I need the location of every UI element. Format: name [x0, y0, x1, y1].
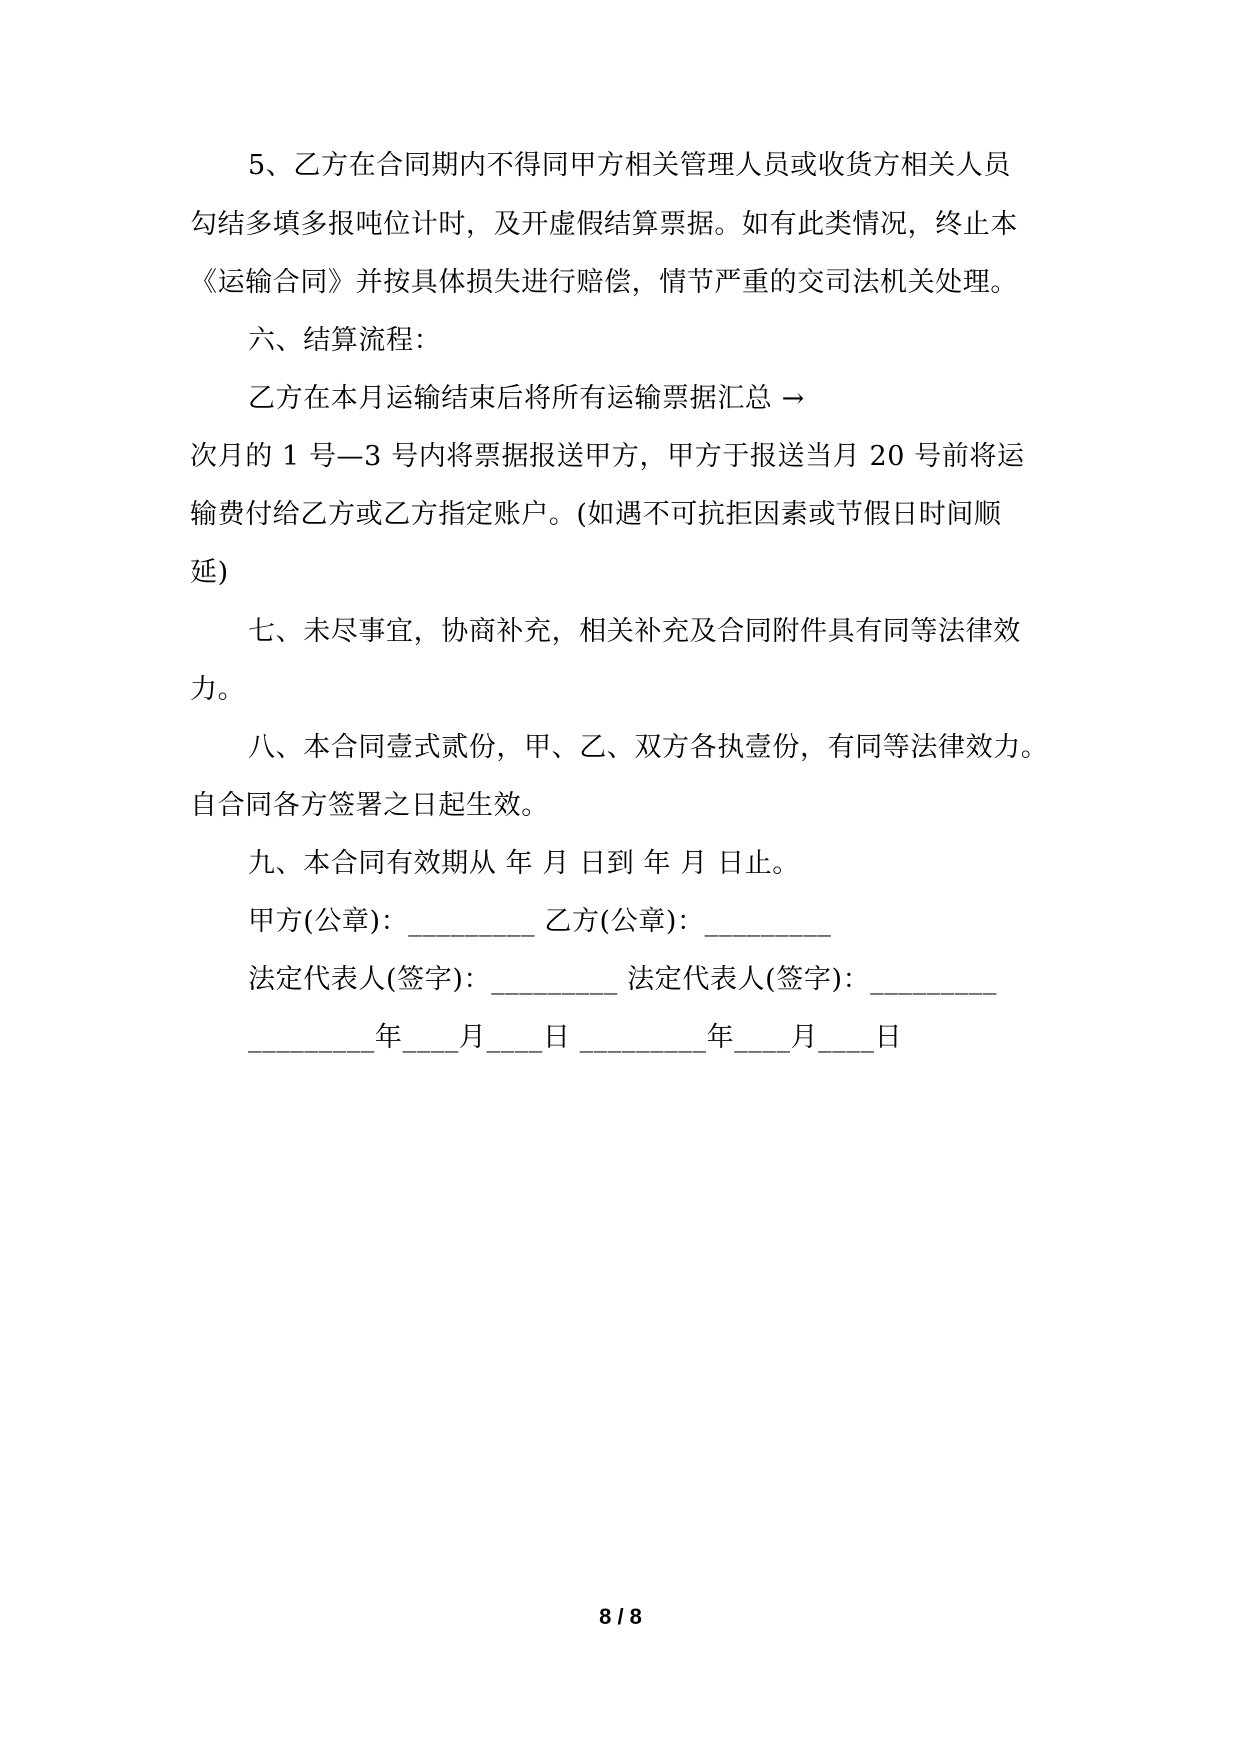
party-seal-line: 甲方(公章)：_________ 乙方(公章)：_________: [248, 906, 832, 937]
section-7-line-1: 七、未尽事宜，协商补充，相关补充及合同附件具有同等法律效: [248, 616, 1021, 647]
section-6-line-3: 输费付给乙方或乙方指定账户。(如遇不可抗拒因素或节假日时间顺: [190, 499, 1002, 530]
page-number: 8 / 8: [599, 1604, 642, 1629]
section-6-line-4: 延): [190, 557, 229, 588]
clause-5-line-3: 《运输合同》并按具体损失进行赔偿，情节严重的交司法机关处理。: [190, 267, 1018, 298]
legal-representative-signature-line: 法定代表人(签字)：_________ 法定代表人(签字)：_________: [248, 964, 998, 995]
section-6-line-1: 乙方在本月运输结束后将所有运输票据汇总 →: [248, 383, 805, 414]
section-6-heading: 六、结算流程：: [248, 325, 442, 356]
clause-5-line-1: 5、乙方在合同期内不得同甲方相关管理人员或收货方相关人员: [248, 150, 1011, 181]
section-8-line-2: 自合同各方签署之日起生效。: [190, 790, 549, 821]
clause-5-line-2: 勾结多填多报吨位计时，及开虚假结算票据。如有此类情况，终止本: [190, 209, 1018, 240]
section-7-line-2: 力。: [190, 674, 246, 705]
section-9-validity: 九、本合同有效期从 年 月 日到 年 月 日止。: [248, 848, 800, 879]
section-6-line-2: 次月的 1 号—3 号内将票据报送甲方，甲方于报送当月 20 号前将运: [190, 441, 1025, 472]
section-8-line-1: 八、本合同壹式贰份，甲、乙、双方各执壹份，有同等法律效力。: [248, 732, 1049, 763]
signature-date-line: _________年____月____日 _________年____月____日: [248, 1022, 903, 1053]
